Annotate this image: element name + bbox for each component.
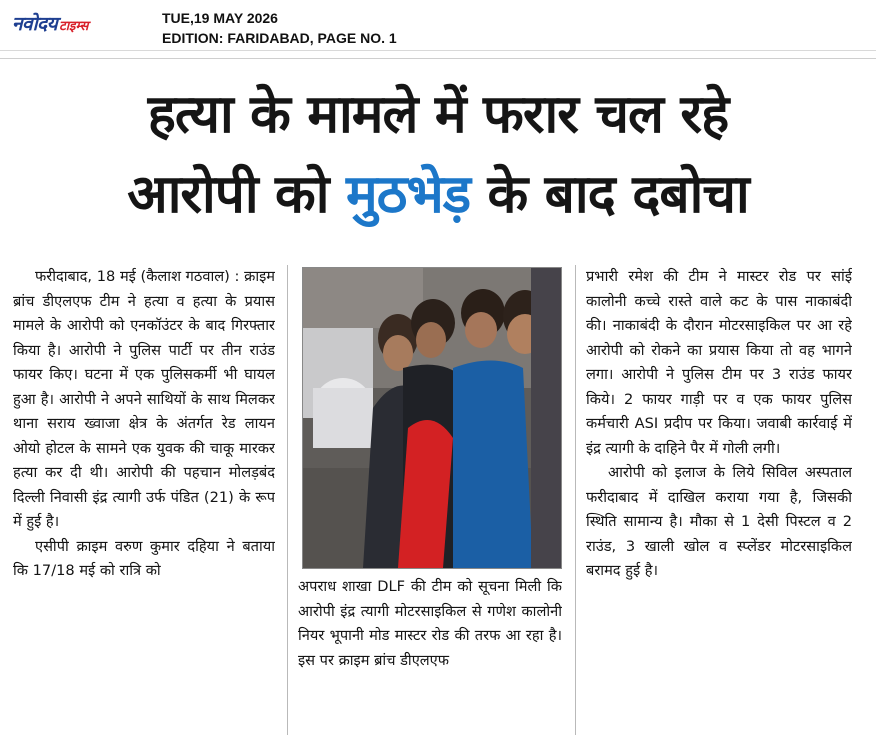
headline-line-2-start: आरोपी को: [127, 164, 346, 225]
edition-info: EDITION: FARIDABAD, PAGE NO. 1: [162, 30, 397, 46]
issue-date: TUE,19 MAY 2026: [162, 10, 278, 26]
headline-line-2: [0, 155, 876, 235]
article-column-1: [13, 265, 275, 735]
article-headline: [0, 75, 876, 235]
newspaper-logo[interactable]: [12, 10, 88, 36]
arrest-scene-image: [303, 268, 561, 568]
article-column-2: [298, 575, 562, 735]
headline-highlight-word: मुठभेड़: [345, 164, 471, 225]
column-3-paragraph-2: आरोपी को इलाज के लिये सिविल अस्पताल फरीदाबाद में दाखिल कराया गया है, जिसकी स्थिति सामान्य है। मौका से 1 देसी पिस्टल व 2 राउंड, 3 खाली खोल व स्प्लेंडर मोटरसाइकिल बरामद हुई है।: [586, 464, 852, 579]
news-photo: [302, 267, 562, 569]
news-clipping: [0, 58, 876, 744]
article-column-3: [586, 265, 852, 735]
page-header: [0, 0, 876, 51]
logo-main-text: नवोदय: [12, 13, 58, 35]
column-1-paragraph-1: फरीदाबाद, 18 मई (कैलाश गठवाल) : क्राइम ब्रांच डीएलएफ टीम ने हत्या व हत्या के प्रयास मामले के आरोपी को एनकॉउंटर के बाद गिरफ्तार किया है। आरोपी ने पुलिस पार्टी पर तीन राउंड फायर किए। घटना में एक पुलिसकर्मी भी घायल हुआ है। आरोपी ने अपने साथियों के साथ मिलकर थाना सराय ख्वाजा क्षेत्र के अंतर्गत रेड लायन ओयो होटल के सामने एक युवक की चाकू मारकर हत्या कर दी थी। आरोपी की पहचान मोलड़बंद दिल्ली निवासी इंद्र त्यागी उर्फ पंडित (21) के रूप में हुई है।: [13, 268, 275, 530]
column-divider: [287, 265, 288, 735]
column-3-paragraph-1: प्रभारी रमेश की टीम ने मास्टर रोड पर सांई कालोनी कच्चे रास्ते वाले कट के पास नाकाबंदी की। नाकाबंदी के दौरान मोटरसाइकिल पर आ रहे आरोपी को रोकने का प्रयास किया तो वह भागने लगा। आरोपी ने पुलिस टीम पर 3 राउंड फायर किये। 2 फायर गाड़ी पर व एक फायर पुलिस कर्मचारी ASI प्रदीप पर किया। जवाबी कार्रवाई में इंद्र त्यागी के दाहिने पैर में गोली लगी।: [586, 268, 852, 457]
column-1-paragraph-2: एसीपी क्राइम वरुण कुमार दहिया ने बताया कि 17/18 मई को रात्रि को: [13, 537, 275, 579]
column-2-paragraph-1: अपराध शाखा DLF की टीम को सूचना मिली कि आरोपी इंद्र त्यागी मोटरसाइकिल से गणेश कालोनी नियर भूपानी मोड मास्टर रोड की तरफ आ रहा है। इस पर क्राइम ब्रांच डीएलएफ: [298, 578, 562, 669]
headline-line-2-end: के बाद दबोचा: [470, 164, 749, 225]
logo-sub-text: टाइम्स: [59, 19, 89, 34]
headline-line-1: हत्या के मामले में फरार चल रहे: [147, 84, 729, 145]
column-divider: [575, 265, 576, 735]
edition-meta: [162, 8, 397, 48]
